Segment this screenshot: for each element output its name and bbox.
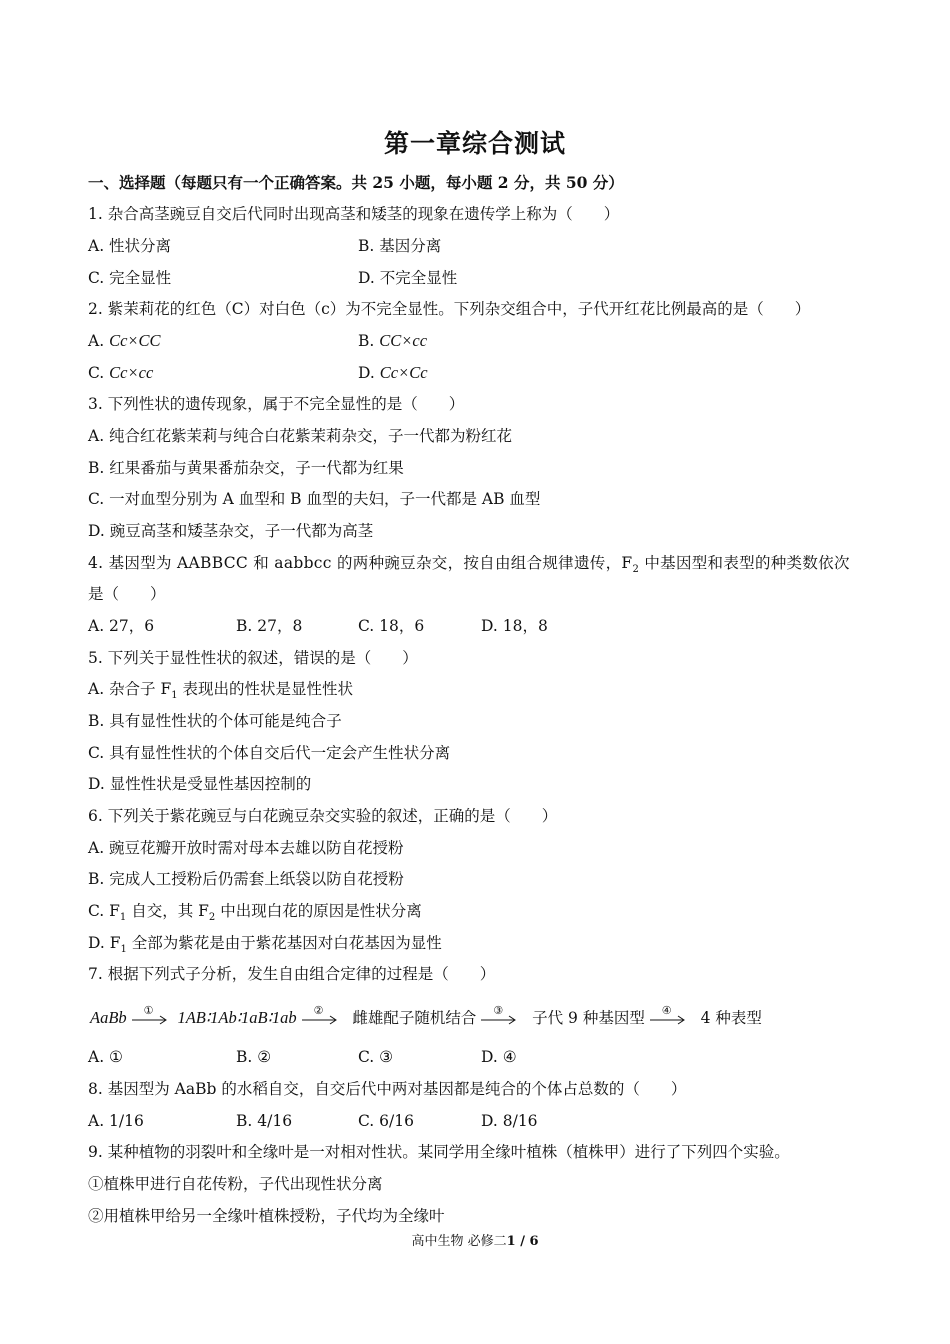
question-8-stem: 8. 基因型为 AaBb 的水稻自交，自交后代中两对基因都是纯合的个体占总数的（ ） <box>88 1080 687 1098</box>
flow-step-4-text: 4 种表型 <box>700 1009 762 1027</box>
question-9-stem: 9. 某种植物的羽裂叶和全缘叶是一对相对性状。某同学用全缘叶植株（植株甲）进行了下列四个实验。 <box>88 1143 790 1161</box>
question-1-stem: 1. 杂合高茎豌豆自交后代同时出现高茎和矮茎的现象在遗传学上称为（ ） <box>88 205 620 223</box>
flow-start: AaBb <box>90 1008 127 1027</box>
question-2-option-a: A. Cc×CC <box>88 331 161 350</box>
flow-step-3-text: 子代 9 种基因型 <box>532 1009 645 1027</box>
question-4-option-d: D. 18，8 <box>481 617 548 635</box>
question-1-option-a: A. 性状分离 <box>88 237 172 255</box>
question-4-stem-continued: 是（ ） <box>88 585 166 603</box>
flow-arrow-3: ③ <box>481 1009 517 1029</box>
question-7-flow-diagram <box>90 1004 762 1029</box>
question-8-option-a: A. 1/16 <box>88 1112 144 1130</box>
question-9-item-2: ②用植株甲给另一全缘叶植株授粉，子代均为全缘叶 <box>88 1207 445 1225</box>
question-7-stem: 7. 根据下列式子分析，发生自由组合定律的过程是（ ） <box>88 965 496 983</box>
flow-arrow-1: ① <box>132 1009 168 1029</box>
question-5-option-b: B. 具有显性性状的个体可能是纯合子 <box>88 712 342 730</box>
question-4-option-a: A. 27，6 <box>88 617 155 635</box>
question-4-stem: 4. 基因型为 AABBCC 和 aabbcc 的两种豌豆杂交，按自由组合规律遗传，$F_2$ 中基因型和表型的种类数依次 <box>88 554 850 576</box>
question-8-option-b: B. 4/16 <box>236 1112 293 1130</box>
flow-arrow-2: ② <box>302 1009 338 1029</box>
question-6-option-b: B. 完成人工授粉后仍需套上纸袋以防自花授粉 <box>88 870 404 888</box>
flow-gamete-ratio: 1AB∶1Ab∶1aB∶1ab <box>177 1008 297 1027</box>
question-6-stem: 6. 下列关于紫花豌豆与白花豌豆杂交实验的叙述，正确的是（ ） <box>88 807 558 825</box>
footer-subject: 高中生物 必修二 <box>411 1234 507 1249</box>
question-3-option-b: B. 红果番茄与黄果番茄杂交，子一代都为红果 <box>88 459 404 477</box>
question-3-option-d: D. 豌豆高茎和矮茎杂交，子一代都为高茎 <box>88 522 374 540</box>
page-title: 第一章综合测试 <box>383 129 566 158</box>
question-6-option-a: A. 豌豆花瓣开放时需对母本去雄以防自花授粉 <box>88 839 404 857</box>
question-9-item-1: ①植株甲进行自花传粉，子代出现性状分离 <box>88 1175 383 1193</box>
question-3-option-a: A. 纯合红花紫茉莉与纯合白花紫茉莉杂交，子一代都为粉红花 <box>88 427 513 445</box>
question-7-option-b: B. ② <box>236 1048 272 1066</box>
question-3-stem: 3. 下列性状的遗传现象，属于不完全显性的是（ ） <box>88 395 465 413</box>
question-1-option-c: C. 完全显性 <box>88 269 172 287</box>
flow-arrow-4: ④ <box>650 1009 686 1029</box>
question-2-option-d: D. Cc×Cc <box>358 363 428 382</box>
page-footer <box>0 1230 950 1249</box>
question-1-option-b: B. 基因分离 <box>358 237 442 255</box>
question-7-option-a: A. ① <box>88 1048 123 1066</box>
question-8-option-c: C. 6/16 <box>358 1112 414 1130</box>
question-2-option-c: C. Cc×cc <box>88 363 154 382</box>
question-4-option-b: B. 27，8 <box>236 617 303 635</box>
question-8-option-d: D. 8/16 <box>481 1112 538 1130</box>
question-2-option-b: B. CC×cc <box>358 331 428 350</box>
question-5-stem: 5. 下列关于显性性状的叙述，错误的是（ ） <box>88 649 418 667</box>
question-5-option-a: A. 杂合子 $F_1$ 表现出的性状是显性性状 <box>88 680 354 702</box>
question-5-option-d: D. 显性性状是受显性基因控制的 <box>88 775 312 793</box>
question-2-stem: 2. 紫茉莉花的红色（C）对白色（c）为不完全显性。下列杂交组合中，子代开红花比例最高的是（ ） <box>88 300 811 318</box>
page-number: 1 / 6 <box>506 1234 539 1249</box>
question-6-option-d: D. $F_1$ 全部为紫花是由于紫花基因对白花基因为显性 <box>88 934 442 956</box>
question-4-option-c: C. 18，6 <box>358 617 425 635</box>
question-3-option-c: C. 一对血型分别为 A 血型和 B 血型的夫妇，子一代都是 AB 血型 <box>88 490 541 508</box>
question-7-option-d: D. ④ <box>481 1048 517 1066</box>
question-5-option-c: C. 具有显性性状的个体自交后代一定会产生性状分离 <box>88 744 451 762</box>
question-7-option-c: C. ③ <box>358 1048 394 1066</box>
flow-step-2-text: 雌雄配子随机结合 <box>352 1009 477 1027</box>
section-heading: 一、选择题（每题只有一个正确答案。共 25 小题，每小题 2 分，共 50 分） <box>88 173 624 192</box>
question-1-option-d: D. 不完全显性 <box>358 269 458 287</box>
question-6-option-c: C. $F_1$ 自交，其 $F_2$ 中出现白花的原因是性状分离 <box>88 902 422 924</box>
